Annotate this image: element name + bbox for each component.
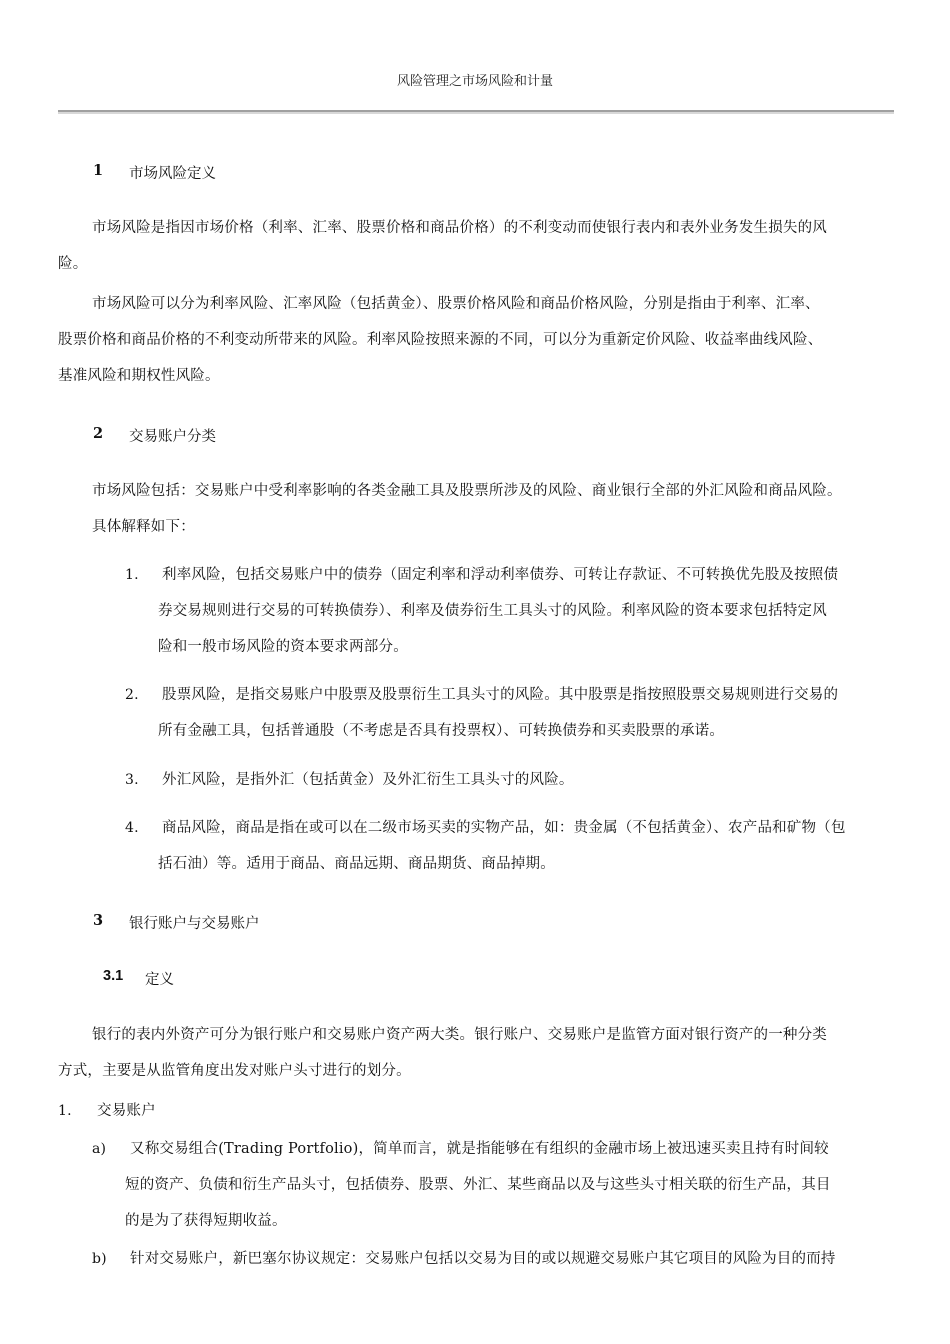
list-marker: 1.	[125, 567, 139, 583]
section-number: 2	[93, 425, 104, 442]
list-marker: 2.	[125, 687, 139, 703]
page-header: 风险管理之市场风险和计量	[396, 74, 553, 89]
section-2-heading	[93, 425, 493, 445]
text-line: 商品风险，商品是指在或可以在二级市场买卖的实物产品，如：贵金属（不包括黄金）、农产品和矿物（包	[162, 820, 846, 836]
text-line: 具体解释如下：	[92, 519, 195, 535]
text-line: 针对交易账户，新巴塞尔协议规定：交易账户包括以交易为目的或以规避交易账户其它项目的风险为目的而持	[130, 1251, 836, 1267]
text-line: 市场风险包括：交易账户中受利率影响的各类金融工具及股票所涉及的风险、商业银行全部的外汇风险和商品风险。	[92, 483, 842, 499]
list-marker: 4.	[125, 820, 139, 836]
section-1-heading	[93, 162, 493, 182]
subsection-title: 定义	[145, 972, 174, 988]
text-line: 险。	[58, 256, 88, 272]
text-line: 短的资产、负债和衍生产品头寸，包括债券、股票、外汇、某些商品以及与这些头寸相关联的衍生产品，其目	[125, 1177, 831, 1193]
text-line: 利率风险，包括交易账户中的债券（固定利率和浮动利率债券、可转让存款证、不可转换优先股及按照债	[162, 567, 839, 583]
list-marker: b)	[92, 1251, 107, 1267]
subsection-3-1-heading	[103, 968, 503, 988]
text-line: 券交易规则进行交易的可转换债券）、利率及债券衍生工具头寸的风险。利率风险的资本要求包括特定风	[158, 603, 827, 619]
text-line: 括石油）等。适用于商品、商品远期、商品期货、商品掉期。	[158, 856, 555, 872]
text-line: 交易账户	[97, 1103, 156, 1119]
text-line: 市场风险是指因市场价格（利率、汇率、股票价格和商品价格）的不利变动而使银行表内和表外业务发生损失的风	[92, 220, 827, 236]
text-line: 市场风险可以分为利率风险、汇率风险（包括黄金）、股票价格风险和商品价格风险，分别是指由于利率、汇率、	[92, 296, 820, 312]
text-line: 银行的表内外资产可分为银行账户和交易账户资产两大类。银行账户、交易账户是监管方面对银行资产的一种分类	[92, 1027, 827, 1043]
text-line: 又称交易组合(Trading Portfolio)，简单而言，就是指能够在有组织的金融市场上被迅速买卖且持有时间较	[130, 1141, 829, 1157]
list-marker: 3.	[125, 772, 139, 788]
text-line: 基准风险和期权性风险。	[58, 368, 220, 384]
text-line: 股票价格和商品价格的不利变动所带来的风险。利率风险按照来源的不同，可以分为重新定价风险、收益率曲线风险、	[58, 332, 823, 348]
text-line: 外汇风险，是指外汇（包括黄金）及外汇衍生工具头寸的风险。	[162, 772, 574, 788]
list-marker: 1.	[58, 1103, 72, 1119]
subsection-number: 3.1	[103, 968, 124, 984]
text-line: 所有金融工具，包括普通股（不考虑是否具有投票权）、可转换债券和买卖股票的承诺。	[158, 723, 725, 739]
section-title: 市场风险定义	[129, 166, 216, 182]
section-number: 3	[93, 912, 104, 929]
text-line: 险和一般市场风险的资本要求两部分。	[158, 639, 408, 655]
section-3-heading	[93, 912, 493, 932]
text-line: 方式，主要是从监管角度出发对账户头寸进行的划分。	[58, 1063, 411, 1079]
text-line: 股票风险，是指交易账户中股票及股票衍生工具头寸的风险。其中股票是指按照股票交易规则进行交易的	[162, 687, 839, 703]
text-line: 的是为了获得短期收益。	[125, 1213, 287, 1229]
list-marker: a)	[92, 1141, 107, 1157]
header-divider	[58, 110, 894, 114]
section-title: 交易账户分类	[129, 429, 216, 445]
section-title: 银行账户与交易账户	[129, 916, 260, 932]
section-number: 1	[93, 162, 104, 179]
